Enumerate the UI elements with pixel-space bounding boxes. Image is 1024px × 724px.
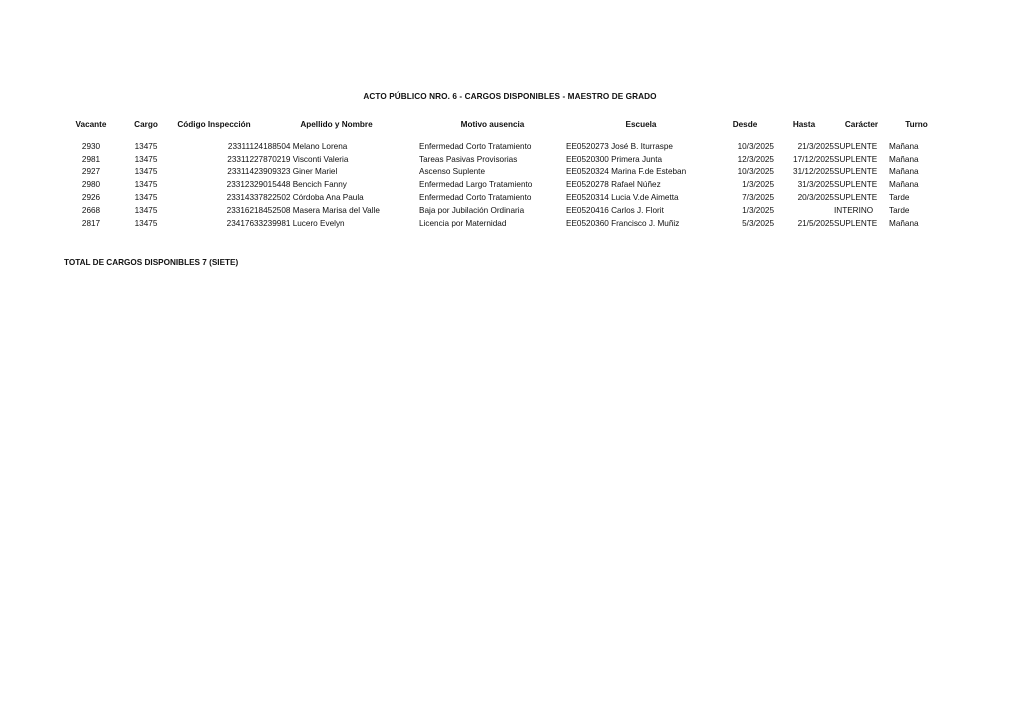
cell-apellido: 37822502 Córdoba Ana Paula <box>254 193 364 203</box>
header-escuela: Escuela <box>625 119 657 129</box>
table-row <box>64 217 944 230</box>
cell-apellido: 24188504 Melano Lorena <box>254 141 348 151</box>
cell-motivo: Enfermedad Corto Tratamiento <box>419 141 532 151</box>
cell-cargo: 13475 <box>134 180 158 190</box>
cell-hasta: 31/3/2025 <box>797 180 834 190</box>
cell-vacante: 2980 <box>81 180 101 190</box>
table-row <box>64 166 944 179</box>
cell-apellido: 33239981 Lucero Evelyn <box>254 218 345 228</box>
cargos-table <box>64 116 944 230</box>
cell-codigo: 233112 <box>227 154 254 164</box>
total-cargos-text: TOTAL DE CARGOS DISPONIBLES 7 (SIETE) <box>64 258 239 267</box>
table-row <box>64 204 944 217</box>
cell-caracter: SUPLENTE <box>834 193 878 203</box>
cell-motivo: Enfermedad Largo Tratamiento <box>419 180 533 190</box>
cell-turno: Tarde <box>889 205 910 215</box>
cell-desde: 5/3/2025 <box>742 218 774 228</box>
cell-turno: Mañana <box>889 154 919 164</box>
cell-escuela: EE0520324 Marina F.de Esteban <box>566 167 687 177</box>
cell-vacante: 2817 <box>81 218 101 228</box>
cell-caracter: SUPLENTE <box>834 141 878 151</box>
cell-vacante: 2927 <box>81 167 101 177</box>
header-hasta: Hasta <box>792 119 816 129</box>
cell-apellido: 29015448 Bencich Fanny <box>254 180 347 190</box>
table-row <box>64 140 944 153</box>
cell-escuela: EE0520416 Carlos J. Florit <box>566 205 664 215</box>
header-desde: Desde <box>732 119 758 129</box>
cell-hasta: 21/5/2025 <box>797 218 834 228</box>
table-row <box>64 153 944 166</box>
cell-vacante: 2926 <box>81 193 101 203</box>
cell-desde: 12/3/2025 <box>737 154 774 164</box>
cell-escuela: EE0520314 Lucia V.de Aimetta <box>566 193 679 203</box>
cell-desde: 1/3/2025 <box>742 205 774 215</box>
cell-apellido: 23909323 Giner Mariel <box>254 167 338 177</box>
cell-caracter: SUPLENTE <box>834 218 878 228</box>
cell-vacante: 2930 <box>81 141 101 151</box>
cell-motivo: Licencia por Maternidad <box>419 218 507 228</box>
cell-desde: 10/3/2025 <box>737 141 774 151</box>
cell-codigo: 233114 <box>227 167 254 177</box>
cell-apellido: 27870219 Visconti Valeria <box>254 154 349 164</box>
cell-apellido: 18452508 Masera Marisa del Valle <box>254 205 380 215</box>
header-vacante: Vacante <box>75 119 107 129</box>
cell-cargo: 13475 <box>134 218 158 228</box>
cell-cargo: 13475 <box>134 205 158 215</box>
cell-desde: 7/3/2025 <box>742 193 774 203</box>
cell-desde: 1/3/2025 <box>742 180 774 190</box>
cell-escuela: EE0520300 Primera Junta <box>566 154 663 164</box>
cell-caracter: SUPLENTE <box>834 154 878 164</box>
cell-cargo: 13475 <box>134 167 158 177</box>
cell-escuela: EE0520360 Francisco J. Muñiz <box>566 218 680 228</box>
table-row <box>64 178 944 191</box>
cell-turno: Mañana <box>889 218 919 228</box>
cell-cargo: 13475 <box>134 141 158 151</box>
cell-escuela: EE0520278 Rafael Núñez <box>566 180 661 190</box>
header-cargo: Cargo <box>134 119 158 129</box>
cell-motivo: Tareas Pasivas Provisorias <box>419 154 518 164</box>
header-apellido-nombre: Apellido y Nombre <box>300 119 373 129</box>
table-row <box>64 191 944 204</box>
cell-codigo: 234176 <box>226 218 254 228</box>
cell-vacante: 2668 <box>81 205 101 215</box>
cell-caracter: SUPLENTE <box>834 167 878 177</box>
cell-codigo: 233111 <box>227 141 254 151</box>
cell-motivo: Enfermedad Corto Tratamiento <box>419 193 532 203</box>
cell-caracter: INTERINO <box>834 205 874 215</box>
cell-codigo: 233143 <box>226 193 254 203</box>
cell-desde: 10/3/2025 <box>737 167 774 177</box>
cell-vacante: 2981 <box>81 154 101 164</box>
cell-codigo: 233123 <box>226 180 254 190</box>
cell-hasta <box>774 204 834 217</box>
cell-motivo: Ascenso Suplente <box>419 167 485 177</box>
cell-cargo: 13475 <box>134 193 158 203</box>
header-turno: Turno <box>905 119 928 129</box>
cell-turno: Mañana <box>889 141 919 151</box>
cell-motivo: Baja por Jubilación Ordinaria <box>419 205 525 215</box>
cell-hasta: 31/12/2025 <box>793 167 834 177</box>
cell-caracter: SUPLENTE <box>834 180 878 190</box>
table-header-row <box>64 116 944 132</box>
cell-turno: Mañana <box>889 167 919 177</box>
header-motivo-ausencia: Motivo ausencia <box>460 119 525 129</box>
cell-hasta: 17/12/2025 <box>793 154 834 164</box>
header-codigo-inspeccion: Código Inspección <box>177 119 251 129</box>
cell-cargo: 13475 <box>134 154 158 164</box>
cell-turno: Tarde <box>889 193 910 203</box>
cell-escuela: EE0520273 José B. Iturraspe <box>566 141 673 151</box>
document-title: ACTO PÚBLICO NRO. 6 - CARGOS DISPONIBLES - MAESTRO DE GRADO <box>363 92 657 101</box>
cell-codigo: 233162 <box>226 205 254 215</box>
cell-hasta: 20/3/2025 <box>797 193 834 203</box>
header-caracter: Carácter <box>844 119 879 129</box>
cell-turno: Mañana <box>889 180 919 190</box>
cell-hasta: 21/3/2025 <box>797 141 834 151</box>
